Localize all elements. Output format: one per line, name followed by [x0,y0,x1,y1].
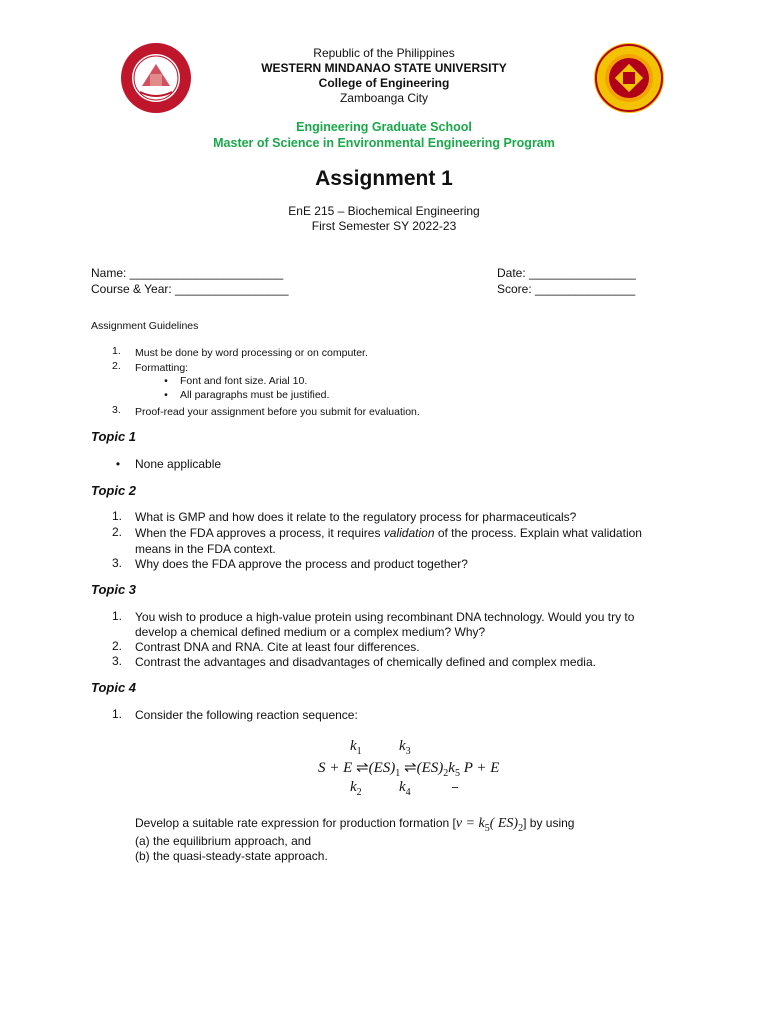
equilibrium-arrow-icon: ⇌ [356,760,369,776]
topic-heading: Topic 1 [91,429,137,444]
rate-text-part: ] by using [523,816,575,830]
complex-subscript: 2 [443,768,449,779]
topic-item: None applicable [135,457,222,471]
enzyme-substrate-complex: (ES) [416,760,444,776]
item-number: 2. [112,525,123,539]
school-name: Engineering Graduate School [296,120,472,134]
name-field: Name: _______________________ [91,266,284,280]
question-text: develop a chemical defined medium or a complex medium? Why? [135,625,486,639]
guidelines-heading: Assignment Guidelines [91,320,199,332]
rate-expression-part: v = k [455,816,485,831]
bullet-icon: • [115,457,121,471]
city-text: Zamboanga City [339,91,429,105]
guideline-item: Formatting: [135,362,189,374]
enzyme-substrate-complex: (ES) [368,760,396,776]
guideline-number: 1. [112,345,121,357]
topic-heading: Topic 3 [91,582,137,597]
question-text [135,525,680,541]
rate-expression-subscript: 5 [484,822,490,834]
approach-b: (b) the quasi-steady-state approach. [135,849,328,863]
rate-constant-k1 [350,738,362,757]
date-field: Date: ________________ [497,266,636,280]
rate-instruction [135,816,574,834]
course-year-field: Course & Year: _________________ [91,282,289,296]
topic-heading: Topic 4 [91,680,137,695]
question-text: Contrast the advantages and disadvantages of chemically defined and complex media. [135,655,596,669]
semester-text: First Semester SY 2022-23 [311,219,457,233]
bullet-icon: • [164,375,168,387]
bullet-icon: • [164,389,168,401]
question-text: What is GMP and how does it relate to the regulatory process for pharmaceuticals? [135,510,577,524]
reactants: S + E [318,760,353,776]
program-name: Master of Science in Environmental Engineering Program [213,136,555,150]
guideline-number: 2. [112,360,121,372]
rate-constant-symbol: k [350,779,357,795]
rate-constant-symbol: k [399,738,406,754]
rate-constant-symbol: k [448,760,455,776]
university-name: WESTERN MINDANAO STATE UNIVERSITY [261,61,507,75]
question-emphasis: validation [383,526,435,540]
item-number: 1. [112,707,123,721]
rate-constant-k2 [350,779,362,798]
question-text: You wish to produce a high-value protein using recombinant DNA technology. Would you try to [135,610,635,624]
approach-a: (a) the equilibrium approach, and [135,834,312,848]
rate-constant-subscript: 2 [356,787,362,798]
item-number: 3. [112,654,123,668]
rate-constant-symbol: k [399,779,406,795]
rate-constant-k4 [399,779,411,798]
college-name: College of Engineering [318,76,450,90]
question-text-part: of the process. Explain what validation [434,526,642,540]
guideline-number: 3. [112,404,121,416]
rate-text-part: Develop a suitable rate expression for production formation [ [135,816,456,830]
rate-constant-symbol: k [350,738,357,754]
item-number: 3. [112,556,123,570]
country-text: Republic of the Philippines [313,46,455,60]
rate-constant-k3 [399,738,411,757]
rate-expression-subscript: 2 [518,822,524,834]
rate-constant-subscript: 5 [454,768,460,779]
complex-subscript: 1 [395,768,401,779]
guideline-item: Must be done by word processing or on computer. [135,347,368,359]
topic-heading: Topic 2 [91,483,137,498]
page-title: Assignment 1 [315,167,453,190]
equilibrium-arrow-icon: ⇌ [404,760,417,776]
item-number: 2. [112,639,123,653]
question-text: Why does the FDA approve the process and product together? [135,557,468,571]
stray-mark [452,787,458,788]
rate-expression-part: ( ES) [489,816,519,831]
products: P + E [463,760,500,776]
score-field: Score: _______________ [497,282,636,296]
question-text: Contrast DNA and RNA. Cite at least four differences. [135,640,420,654]
course-text: EnE 215 – Biochemical Engineering [288,204,480,218]
rate-constant-subscript: 4 [405,787,411,798]
question-text-part: When the FDA approves a process, it requires [135,526,384,540]
guideline-subitem: Font and font size. Arial 10. [180,375,308,387]
guideline-item: Proof-read your assignment before you submit for evaluation. [135,406,420,418]
item-number: 1. [112,609,123,623]
rate-constant-subscript: 1 [356,746,362,757]
guideline-subitem: All paragraphs must be justified. [180,389,330,401]
rate-constant-subscript: 3 [405,746,411,757]
reaction-equation [318,758,499,779]
item-number: 1. [112,509,123,523]
rate-expression [455,816,524,834]
question-text: Consider the following reaction sequence: [135,708,358,722]
question-text: means in the FDA context. [135,542,276,556]
